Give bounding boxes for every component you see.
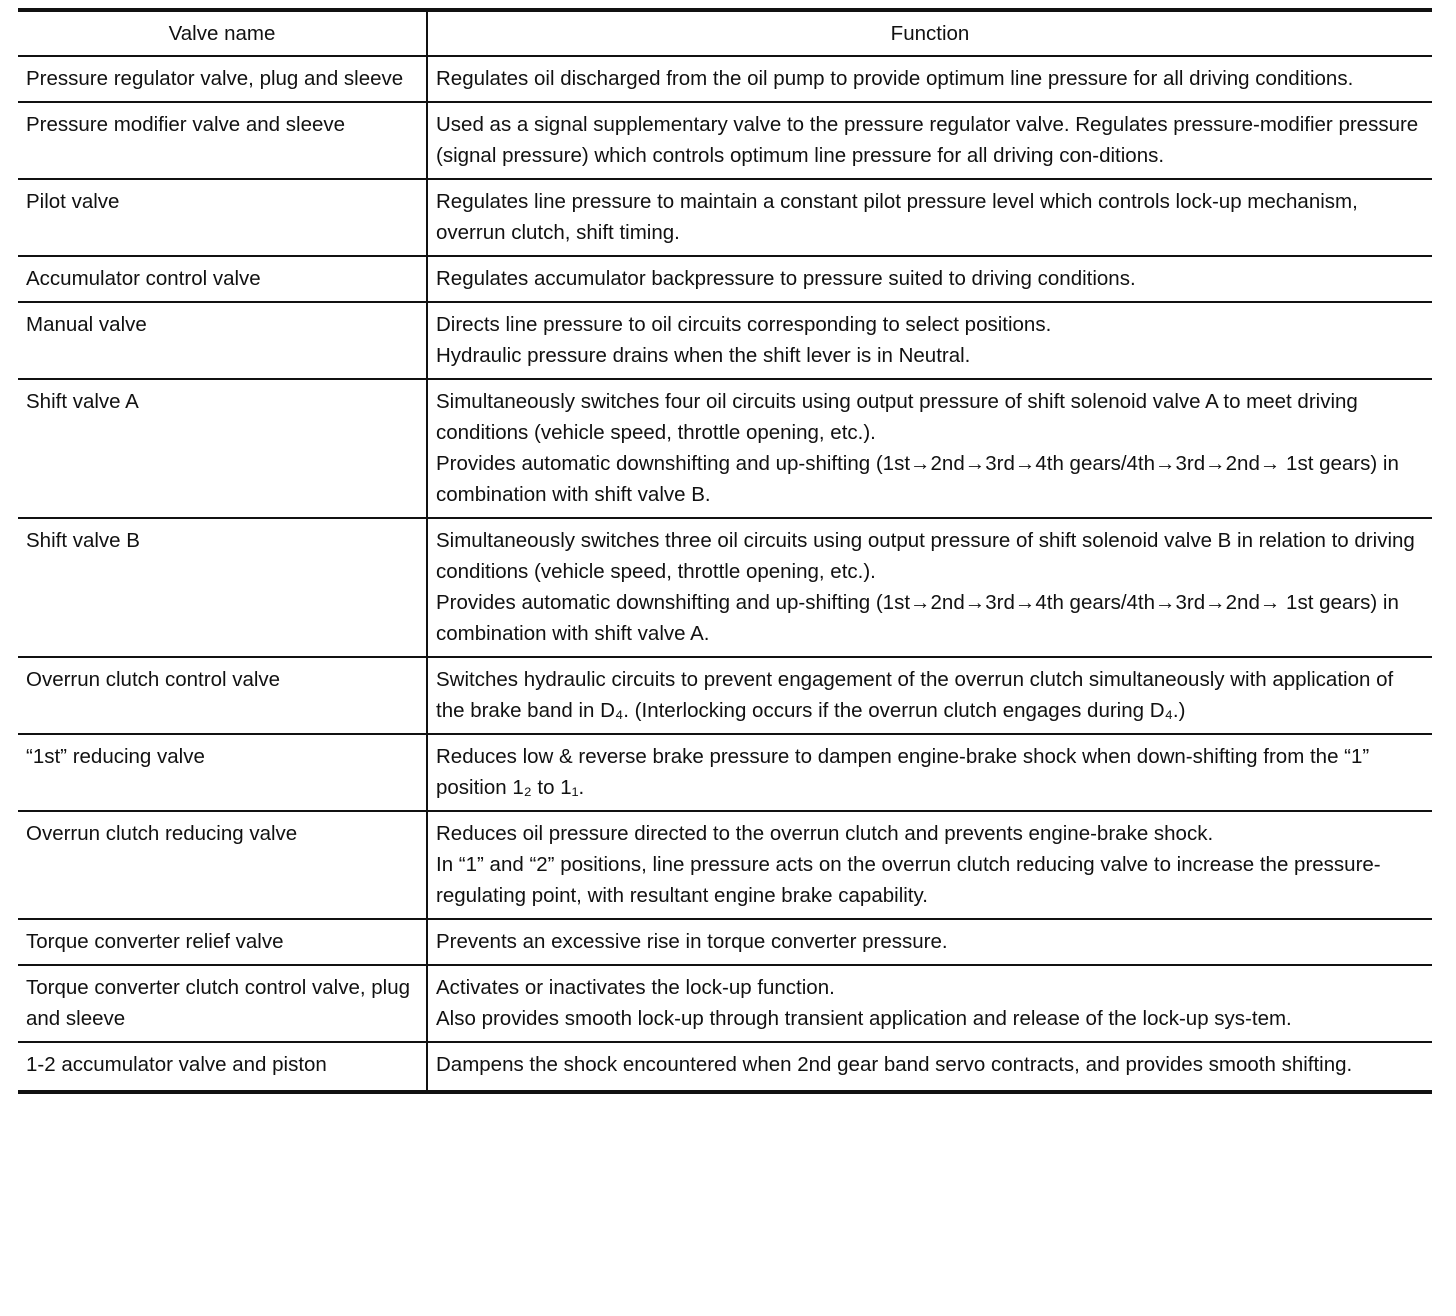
valve-function-cell <box>427 811 1432 919</box>
valve-function-cell <box>427 256 1432 302</box>
table-row <box>18 1042 1432 1092</box>
valve-name-cell: Manual valve <box>18 302 427 379</box>
function-paragraph: Directs line pressure to oil circuits corresponding to select positions. <box>436 313 1052 336</box>
table-row <box>18 518 1432 657</box>
function-paragraph: Switches hydraulic circuits to prevent engagement of the overrun clutch simultaneously with application of the brake band in D₄. (Interlocking occurs if the overrun clutch engages during D₄.) <box>436 668 1394 722</box>
table-row <box>18 965 1432 1042</box>
valve-name-cell: “1st” reducing valve <box>18 734 427 811</box>
valve-name-cell: Torque converter relief valve <box>18 919 427 965</box>
table-row <box>18 256 1432 302</box>
table-row <box>18 919 1432 965</box>
valve-function-cell <box>427 919 1432 965</box>
function-paragraph: Regulates oil discharged from the oil pump to provide optimum line pressure for all driving conditions. <box>436 67 1354 90</box>
table-row <box>18 734 1432 811</box>
table-row <box>18 657 1432 734</box>
function-paragraph: Also provides smooth lock-up through transient application and release of the lock-up sys-tem. <box>436 1007 1292 1030</box>
valve-name-cell: Overrun clutch reducing valve <box>18 811 427 919</box>
valve-name-cell: Overrun clutch control valve <box>18 657 427 734</box>
valve-name-cell: Pressure regulator valve, plug and sleeve <box>18 56 427 102</box>
table-row <box>18 811 1432 919</box>
function-paragraph: Provides automatic downshifting and up-shifting (1st→2nd→3rd→4th gears/4th→3rd→2nd→ 1st gears) in combination with shift valve A. <box>436 591 1399 645</box>
function-paragraph: Regulates accumulator backpressure to pressure suited to driving conditions. <box>436 267 1136 290</box>
function-paragraph: Used as a signal supplementary valve to the pressure regulator valve. Regulates pressure-modifier pressure (signal pressure) which controls optimum line pressure for all driving con-ditions. <box>436 113 1419 167</box>
valve-name-cell: Shift valve B <box>18 518 427 657</box>
valve-name-cell: Pilot valve <box>18 179 427 256</box>
valve-name-cell: Pressure modifier valve and sleeve <box>18 102 427 179</box>
function-paragraph: Dampens the shock encountered when 2nd gear band servo contracts, and provides smooth shifting. <box>436 1053 1353 1076</box>
valve-function-cell <box>427 379 1432 518</box>
function-paragraph: Provides automatic downshifting and up-shifting (1st→2nd→3rd→4th gears/4th→3rd→2nd→ 1st gears) in combination with shift valve B. <box>436 452 1399 506</box>
function-paragraph: Regulates line pressure to maintain a constant pilot pressure level which controls lock-up mechanism, overrun clutch, shift timing. <box>436 190 1358 244</box>
table-row <box>18 302 1432 379</box>
function-paragraph: Simultaneously switches four oil circuits using output pressure of shift solenoid valve A to meet driving conditions (vehicle speed, throttle opening, etc.). <box>436 390 1358 444</box>
table-body <box>18 56 1432 1092</box>
function-paragraph: Prevents an excessive rise in torque converter pressure. <box>436 930 948 953</box>
function-paragraph: In “1” and “2” positions, line pressure acts on the overrun clutch reducing valve to increase the pressure-regulating point, with resultant engine brake capability. <box>436 853 1381 907</box>
column-header-valve-name: Valve name <box>18 10 427 56</box>
valve-function-table <box>18 8 1432 1094</box>
valve-function-cell <box>427 965 1432 1042</box>
valve-name-cell: Torque converter clutch control valve, plug and sleeve <box>18 965 427 1042</box>
valve-function-cell <box>427 56 1432 102</box>
header-row <box>18 10 1432 56</box>
table-row <box>18 102 1432 179</box>
function-paragraph: Reduces low & reverse brake pressure to dampen engine-brake shock when down-shifting from the “1” position 1₂ to 1₁. <box>436 745 1370 799</box>
function-paragraph: Activates or inactivates the lock-up function. <box>436 976 835 999</box>
valve-name-cell: Shift valve A <box>18 379 427 518</box>
valve-function-sheet <box>18 8 1432 1094</box>
function-paragraph: Hydraulic pressure drains when the shift lever is in Neutral. <box>436 344 971 367</box>
table-row <box>18 379 1432 518</box>
valve-function-cell <box>427 179 1432 256</box>
function-paragraph: Simultaneously switches three oil circuits using output pressure of shift solenoid valve B in relation to driving conditions (vehicle speed, throttle opening, etc.). <box>436 529 1415 583</box>
table-row <box>18 56 1432 102</box>
function-paragraph: Reduces oil pressure directed to the overrun clutch and prevents engine-brake shock. <box>436 822 1214 845</box>
table-header <box>18 10 1432 56</box>
valve-function-cell <box>427 657 1432 734</box>
valve-name-cell: 1-2 accumulator valve and piston <box>18 1042 427 1092</box>
column-header-function: Function <box>427 10 1432 56</box>
valve-function-cell <box>427 302 1432 379</box>
valve-function-cell <box>427 1042 1432 1092</box>
table-row <box>18 179 1432 256</box>
valve-function-cell <box>427 102 1432 179</box>
valve-function-cell <box>427 518 1432 657</box>
valve-name-cell: Accumulator control valve <box>18 256 427 302</box>
valve-function-cell <box>427 734 1432 811</box>
